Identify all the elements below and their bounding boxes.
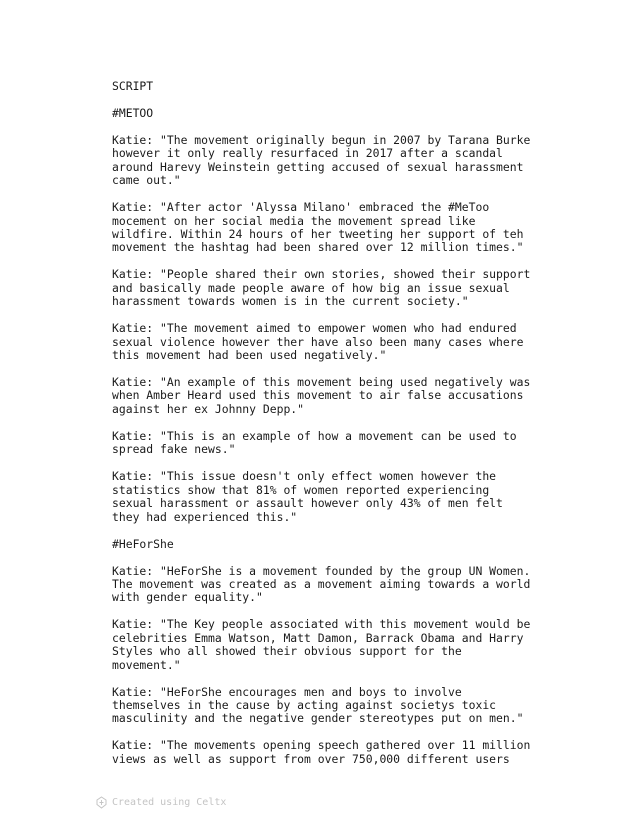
script-body: [112, 80, 582, 780]
dialogue-block: Katie: "This is an example of how a movement can be used to spread fake news.": [112, 428, 517, 457]
script-heading: SCRIPT: [112, 79, 154, 93]
dialogue-block: Katie: "An example of this movement being used negatively was when Amber Heard used this movement to air false accusations against her ex Johnny Depp.": [112, 375, 531, 416]
celtx-logo-icon: [96, 796, 107, 809]
dialogue-block: Katie: "People shared their own stories, showed their support and basically made people aware of how big an issue sexual harassment towards women is in the current society.": [112, 267, 531, 309]
footer-watermark: [96, 796, 226, 809]
dialogue-block: Katie: "The movement aimed to empower women who had endured sexual violence however ther have also been many cases where this movement had been used negatively.": [112, 321, 524, 363]
dialogue-block: Katie: "The movement originally begun in 2007 by Tarana Burke however it only really resurfaced in 2017 after a scandal around Harevy Weinstein getting accused of sexual harassment came out.": [112, 133, 531, 188]
dialogue-block: Katie: "This issue doesn't only effect women however the statistics show that 81% of women reported experiencing sexual harassment or assault however only 43% of men felt they had experienced this.": [112, 469, 503, 524]
section-heading-heforshe: #HeForShe: [112, 536, 174, 551]
dialogue-block: Katie: "The movements opening speech gathered over 11 million views as well as support from over 750,000 different users: [112, 738, 531, 766]
dialogue-block: Katie: "HeForShe is a movement founded by the group UN Women. The movement was created as a movement aiming towards a world with gender equality.": [112, 563, 531, 605]
dialogue-block: Katie: "After actor 'Alyssa Milano' embraced the #MeToo mocement on her social media the movement spread like wildfire. Within 24 hours of her tweeting her support of teh movement the hashtag had been shared over 12 million times.": [112, 200, 524, 255]
section-heading-metoo: #METOO: [112, 106, 154, 120]
footer-text: Created using Celtx: [112, 797, 227, 808]
dialogue-block: Katie: "HeForShe encourages men and boys to involve themselves in the cause by acting against societys toxic masculinity and the negative gender stereotypes put on men.": [112, 684, 524, 726]
dialogue-block: Katie: "The Key people associated with this movement would be celebrities Emma Watson, Matt Damon, Barrack Obama and Harry Styles who all showed their obvious support for the movement.": [112, 617, 531, 672]
